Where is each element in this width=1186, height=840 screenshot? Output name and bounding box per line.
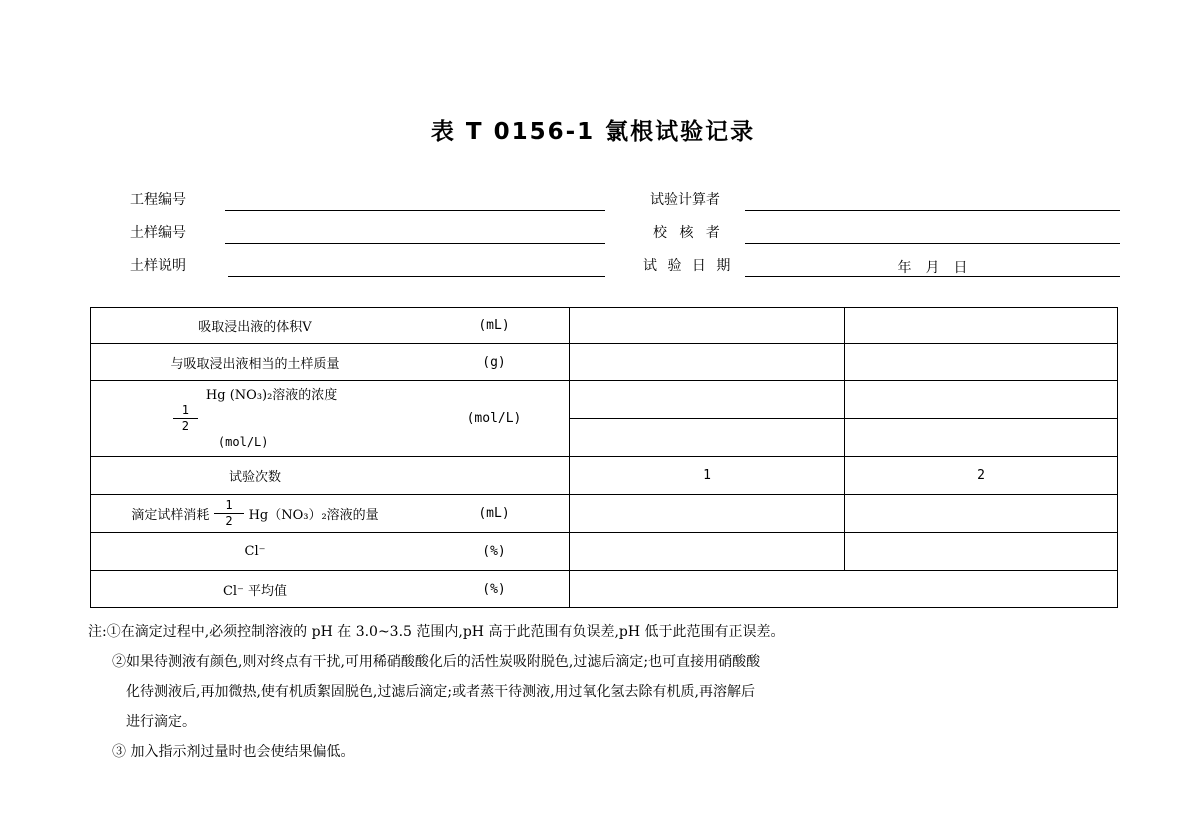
record-table [90, 307, 1118, 608]
unit-text: (%) [482, 544, 506, 559]
note-line-4: 进行滴定。 [126, 714, 196, 730]
row-label-cl [91, 533, 570, 571]
note-line-3: 化待测液后,再加微热,使有机质絮固脱色,过滤后滴定;或者蒸干待测液,用过氧化氢去除有机质,再溶解后 [126, 684, 755, 700]
test-number-2: 2 [845, 457, 1117, 495]
unit-text: (%) [482, 581, 506, 597]
value-cell-r2c1 [570, 344, 845, 381]
label-text: 吸取浸出液的体积V [198, 320, 312, 335]
row-label-titration-volume [91, 495, 570, 533]
row-label-concentration [91, 381, 570, 457]
tester-line [745, 195, 1120, 211]
label-text: 试验次数 [228, 470, 281, 485]
checker-line [745, 228, 1120, 244]
label-pre: 滴定试样消耗 [131, 508, 210, 523]
value-cell-r1c1 [570, 308, 845, 344]
sample-no-label: 土样编号 [130, 225, 186, 241]
label-text: Hg (NO₃)₂溶液的浓度 [205, 387, 338, 403]
value-cell-r3a-c2 [845, 381, 1117, 419]
value-cell-r6c2 [845, 533, 1117, 571]
form-title: 表 T 0156-1 氯根试验记录 [430, 119, 756, 145]
note-line-2: ②如果待测液有颜色,则对终点有干扰,可用稀硝酸酸化后的活性炭吸附脱色,过滤后滴定;也可直接用硝酸酸 [112, 654, 761, 670]
project-no-line [225, 195, 605, 211]
value-cell-r6c1 [570, 533, 845, 571]
label-text: Cl⁻ 平均值 [222, 583, 288, 599]
value-cell-r1c2 [845, 308, 1117, 344]
sample-desc-line [228, 261, 605, 277]
row-label-test-number [91, 457, 570, 495]
value-cell-average-merged [570, 571, 1117, 607]
unit-text: (mL) [478, 506, 510, 521]
row-label-cl-average [91, 571, 570, 607]
unit-text: (g) [482, 354, 506, 370]
unit-text: (mL) [478, 318, 510, 333]
label-post: Hg（NO₃）₂溶液的量 [248, 508, 379, 523]
project-no-label: 工程编号 [130, 192, 186, 208]
sample-no-line [225, 228, 605, 244]
date-placeholder: 年 月 日 [897, 260, 968, 276]
tester-label: 试验计算者 [650, 192, 720, 208]
label-text: Cl⁻ [244, 544, 266, 559]
test-date-label: 试 验 日 期 [643, 258, 734, 274]
test-date-line [745, 261, 1120, 277]
test-number-1: 1 [570, 457, 845, 495]
one-half-fraction: $\frac{1}{2}$ [173, 403, 198, 434]
sample-desc-label: 土样说明 [130, 258, 186, 274]
value-cell-r5c1 [570, 495, 845, 533]
row-label-volume [91, 308, 570, 344]
value-cell-r2c2 [845, 344, 1117, 381]
value-cell-r5c2 [845, 495, 1117, 533]
one-half-fraction: $\frac{1}{2}$ [214, 498, 243, 529]
label-text: 与吸取浸出液相当的土样质量 [170, 356, 340, 372]
value-cell-r3b-c1 [570, 419, 845, 457]
checker-label: 校 核 者 [653, 225, 724, 241]
footnotes [88, 617, 1158, 767]
value-cell-r3b-c2 [845, 419, 1117, 457]
value-cell-r3a-c1 [570, 381, 845, 419]
unit-text: (mol/L) [466, 411, 522, 426]
note-line-5: ③ 加入指示剂过量时也会使结果偏低。 [112, 744, 355, 760]
note-line-1: 注:①在滴定过程中,必须控制溶液的 pH 在 3.0~3.5 范围内,pH 高于此范围有负误差,pH 低于此范围有正误差。 [88, 624, 785, 640]
label-subtext: (mol/L) [217, 434, 269, 449]
